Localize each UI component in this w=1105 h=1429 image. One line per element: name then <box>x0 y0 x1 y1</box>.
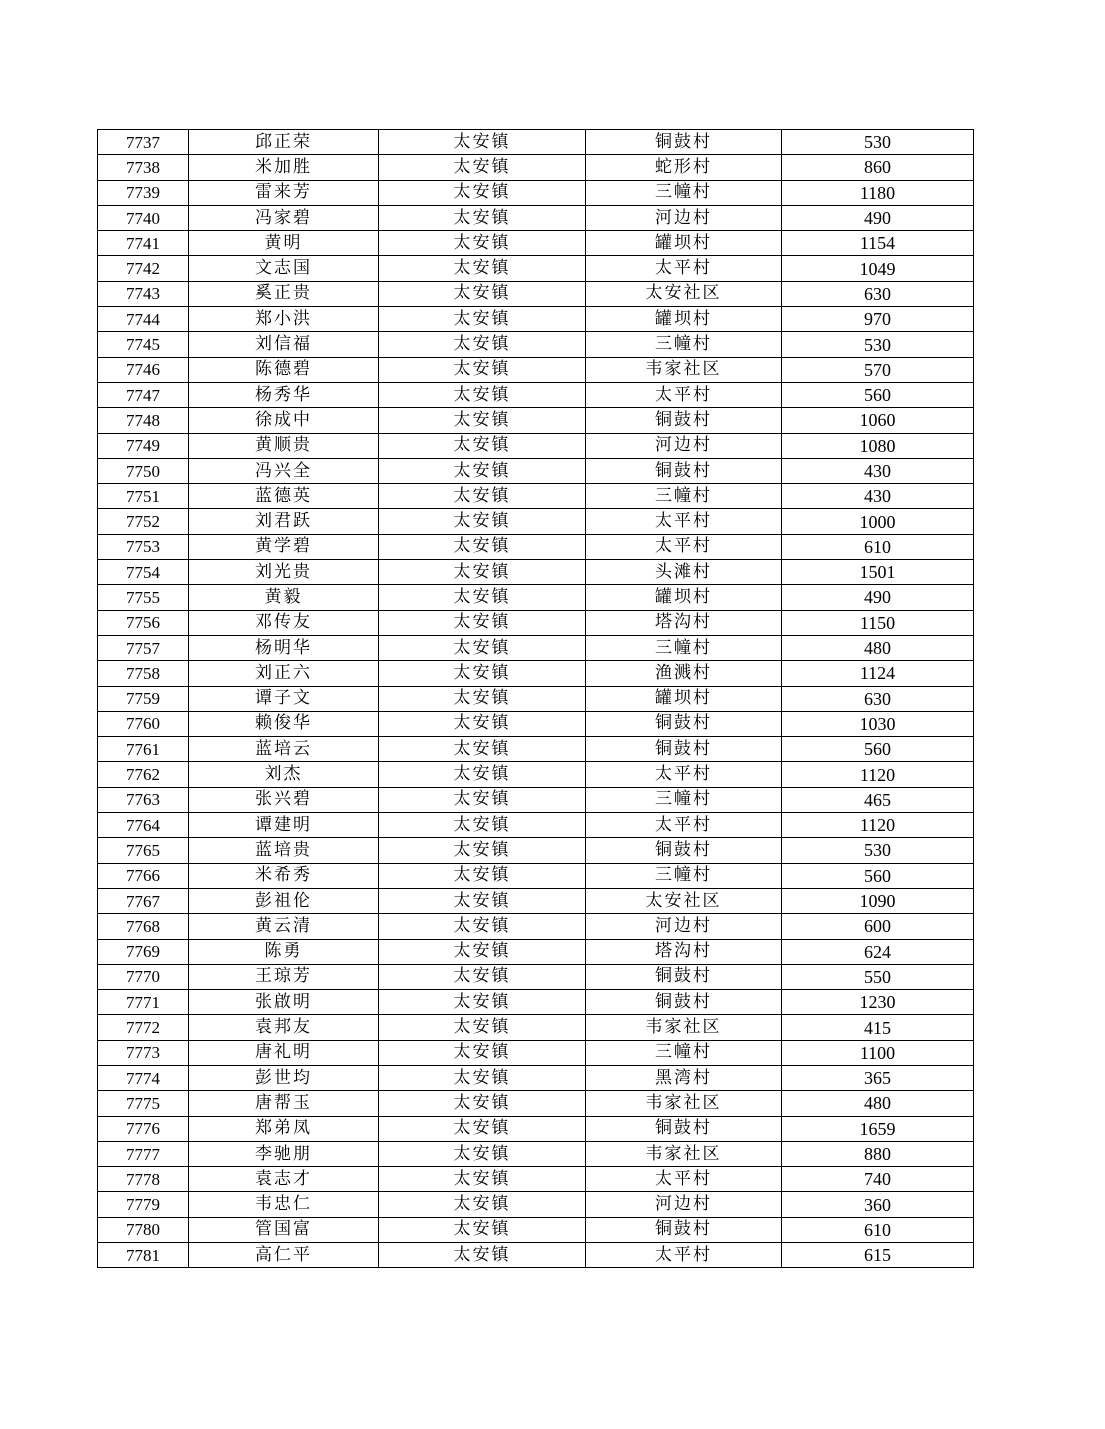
cell-serial-number: 7769 <box>98 939 189 964</box>
cell-town: 太安镇 <box>379 307 586 332</box>
cell-town: 太安镇 <box>379 458 586 483</box>
cell-town: 太安镇 <box>379 1116 586 1141</box>
cell-amount: 360 <box>782 1192 974 1217</box>
cell-name: 黄云清 <box>189 914 379 939</box>
cell-town: 太安镇 <box>379 180 586 205</box>
cell-serial-number: 7766 <box>98 863 189 888</box>
cell-serial-number: 7750 <box>98 458 189 483</box>
cell-town: 太安镇 <box>379 509 586 534</box>
cell-town: 太安镇 <box>379 408 586 433</box>
cell-town: 太安镇 <box>379 939 586 964</box>
cell-name: 陈勇 <box>189 939 379 964</box>
cell-village: 塔沟村 <box>586 939 782 964</box>
cell-serial-number: 7759 <box>98 686 189 711</box>
cell-town: 太安镇 <box>379 635 586 660</box>
cell-amount: 610 <box>782 1217 974 1242</box>
cell-name: 袁邦友 <box>189 1015 379 1040</box>
cell-town: 太安镇 <box>379 231 586 256</box>
table-row <box>98 534 974 559</box>
cell-amount: 570 <box>782 357 974 382</box>
cell-amount: 600 <box>782 914 974 939</box>
cell-serial-number: 7752 <box>98 509 189 534</box>
cell-village: 铜鼓村 <box>586 990 782 1015</box>
cell-name: 奚正贵 <box>189 281 379 306</box>
cell-name: 文志国 <box>189 256 379 281</box>
table-row <box>98 1217 974 1242</box>
cell-name: 唐帮玉 <box>189 1091 379 1116</box>
cell-serial-number: 7743 <box>98 281 189 306</box>
cell-village: 太平村 <box>586 256 782 281</box>
table-row <box>98 939 974 964</box>
cell-name: 王琼芳 <box>189 964 379 989</box>
table-row <box>98 1243 974 1268</box>
cell-amount: 530 <box>782 838 974 863</box>
cell-village: 罐坝村 <box>586 307 782 332</box>
cell-serial-number: 7746 <box>98 357 189 382</box>
cell-serial-number: 7778 <box>98 1167 189 1192</box>
cell-town: 太安镇 <box>379 1141 586 1166</box>
data-table <box>97 129 974 1268</box>
table-row <box>98 737 974 762</box>
cell-amount: 610 <box>782 534 974 559</box>
table-row <box>98 711 974 736</box>
table-row <box>98 686 974 711</box>
table-row <box>98 813 974 838</box>
table-row <box>98 1091 974 1116</box>
cell-village: 韦家社区 <box>586 357 782 382</box>
cell-town: 太安镇 <box>379 382 586 407</box>
cell-village: 铜鼓村 <box>586 838 782 863</box>
cell-name: 袁志才 <box>189 1167 379 1192</box>
cell-amount: 1090 <box>782 888 974 913</box>
table-row <box>98 888 974 913</box>
cell-amount: 490 <box>782 205 974 230</box>
cell-village: 三幢村 <box>586 180 782 205</box>
cell-village: 太平村 <box>586 382 782 407</box>
cell-serial-number: 7740 <box>98 205 189 230</box>
table-row <box>98 205 974 230</box>
cell-town: 太安镇 <box>379 838 586 863</box>
cell-amount: 1180 <box>782 180 974 205</box>
cell-name: 雷来芳 <box>189 180 379 205</box>
cell-amount: 1230 <box>782 990 974 1015</box>
cell-amount: 560 <box>782 737 974 762</box>
cell-town: 太安镇 <box>379 484 586 509</box>
cell-serial-number: 7739 <box>98 180 189 205</box>
cell-amount: 624 <box>782 939 974 964</box>
cell-village: 河边村 <box>586 914 782 939</box>
cell-name: 蓝培贵 <box>189 838 379 863</box>
table-row <box>98 458 974 483</box>
table-row <box>98 661 974 686</box>
cell-amount: 430 <box>782 458 974 483</box>
cell-village: 头滩村 <box>586 560 782 585</box>
cell-amount: 465 <box>782 787 974 812</box>
cell-amount: 1501 <box>782 560 974 585</box>
cell-name: 蓝培云 <box>189 737 379 762</box>
cell-serial-number: 7767 <box>98 888 189 913</box>
cell-village: 三幢村 <box>586 635 782 660</box>
cell-serial-number: 7748 <box>98 408 189 433</box>
cell-town: 太安镇 <box>379 1015 586 1040</box>
cell-amount: 1120 <box>782 813 974 838</box>
table-row <box>98 1141 974 1166</box>
cell-town: 太安镇 <box>379 813 586 838</box>
cell-name: 刘信福 <box>189 332 379 357</box>
cell-town: 太安镇 <box>379 130 586 155</box>
cell-serial-number: 7754 <box>98 560 189 585</box>
cell-serial-number: 7762 <box>98 762 189 787</box>
cell-village: 太平村 <box>586 1167 782 1192</box>
table-row <box>98 307 974 332</box>
cell-amount: 480 <box>782 1091 974 1116</box>
cell-town: 太安镇 <box>379 762 586 787</box>
cell-name: 冯兴全 <box>189 458 379 483</box>
cell-village: 塔沟村 <box>586 610 782 635</box>
cell-town: 太安镇 <box>379 863 586 888</box>
cell-village: 渔溅村 <box>586 661 782 686</box>
table-row <box>98 231 974 256</box>
cell-amount: 1049 <box>782 256 974 281</box>
cell-town: 太安镇 <box>379 686 586 711</box>
cell-name: 韦忠仁 <box>189 1192 379 1217</box>
cell-town: 太安镇 <box>379 357 586 382</box>
cell-village: 铜鼓村 <box>586 711 782 736</box>
cell-name: 郑弟凤 <box>189 1116 379 1141</box>
cell-name: 刘君跃 <box>189 509 379 534</box>
cell-amount: 630 <box>782 686 974 711</box>
cell-serial-number: 7751 <box>98 484 189 509</box>
cell-village: 韦家社区 <box>586 1091 782 1116</box>
cell-serial-number: 7780 <box>98 1217 189 1242</box>
table-row <box>98 332 974 357</box>
table-row <box>98 155 974 180</box>
cell-village: 河边村 <box>586 205 782 230</box>
cell-amount: 365 <box>782 1065 974 1090</box>
cell-village: 蛇形村 <box>586 155 782 180</box>
cell-name: 郑小洪 <box>189 307 379 332</box>
cell-serial-number: 7747 <box>98 382 189 407</box>
cell-town: 太安镇 <box>379 1167 586 1192</box>
cell-town: 太安镇 <box>379 332 586 357</box>
table-row <box>98 635 974 660</box>
cell-serial-number: 7763 <box>98 787 189 812</box>
table-row <box>98 382 974 407</box>
table-row <box>98 560 974 585</box>
cell-town: 太安镇 <box>379 281 586 306</box>
cell-town: 太安镇 <box>379 585 586 610</box>
cell-serial-number: 7776 <box>98 1116 189 1141</box>
cell-serial-number: 7761 <box>98 737 189 762</box>
cell-serial-number: 7742 <box>98 256 189 281</box>
cell-serial-number: 7760 <box>98 711 189 736</box>
cell-village: 太平村 <box>586 534 782 559</box>
table-row <box>98 1040 974 1065</box>
cell-town: 太安镇 <box>379 661 586 686</box>
cell-serial-number: 7777 <box>98 1141 189 1166</box>
cell-town: 太安镇 <box>379 1065 586 1090</box>
cell-name: 冯家碧 <box>189 205 379 230</box>
cell-amount: 530 <box>782 332 974 357</box>
cell-town: 太安镇 <box>379 914 586 939</box>
cell-name: 刘正六 <box>189 661 379 686</box>
cell-village: 罐坝村 <box>586 585 782 610</box>
cell-name: 谭子文 <box>189 686 379 711</box>
cell-amount: 1000 <box>782 509 974 534</box>
cell-name: 徐成中 <box>189 408 379 433</box>
cell-amount: 490 <box>782 585 974 610</box>
cell-serial-number: 7779 <box>98 1192 189 1217</box>
table-row <box>98 838 974 863</box>
cell-serial-number: 7749 <box>98 433 189 458</box>
table-row <box>98 130 974 155</box>
table-body <box>98 130 974 1268</box>
cell-name: 刘光贵 <box>189 560 379 585</box>
cell-village: 铜鼓村 <box>586 1217 782 1242</box>
cell-amount: 1080 <box>782 433 974 458</box>
cell-name: 蓝德英 <box>189 484 379 509</box>
cell-name: 米希秀 <box>189 863 379 888</box>
cell-village: 黑湾村 <box>586 1065 782 1090</box>
cell-name: 杨明华 <box>189 635 379 660</box>
table-row <box>98 1116 974 1141</box>
table-row <box>98 863 974 888</box>
cell-town: 太安镇 <box>379 1243 586 1268</box>
cell-serial-number: 7773 <box>98 1040 189 1065</box>
cell-village: 铜鼓村 <box>586 408 782 433</box>
cell-name: 张兴碧 <box>189 787 379 812</box>
cell-amount: 1120 <box>782 762 974 787</box>
cell-village: 罐坝村 <box>586 231 782 256</box>
cell-name: 黄顺贵 <box>189 433 379 458</box>
cell-amount: 1100 <box>782 1040 974 1065</box>
cell-amount: 1060 <box>782 408 974 433</box>
cell-village: 太平村 <box>586 813 782 838</box>
cell-village: 三幢村 <box>586 863 782 888</box>
cell-village: 三幢村 <box>586 484 782 509</box>
cell-town: 太安镇 <box>379 737 586 762</box>
cell-amount: 1659 <box>782 1116 974 1141</box>
cell-amount: 630 <box>782 281 974 306</box>
cell-serial-number: 7771 <box>98 990 189 1015</box>
cell-village: 河边村 <box>586 1192 782 1217</box>
cell-town: 太安镇 <box>379 964 586 989</box>
table-row <box>98 914 974 939</box>
cell-village: 铜鼓村 <box>586 1116 782 1141</box>
table-row <box>98 509 974 534</box>
cell-amount: 430 <box>782 484 974 509</box>
cell-amount: 415 <box>782 1015 974 1040</box>
cell-serial-number: 7774 <box>98 1065 189 1090</box>
table-row <box>98 990 974 1015</box>
table-row <box>98 408 974 433</box>
cell-name: 黄明 <box>189 231 379 256</box>
cell-village: 三幢村 <box>586 1040 782 1065</box>
table-row <box>98 787 974 812</box>
table-row <box>98 1192 974 1217</box>
table-row <box>98 1167 974 1192</box>
cell-village: 韦家社区 <box>586 1141 782 1166</box>
cell-amount: 480 <box>782 635 974 660</box>
cell-name: 邱正荣 <box>189 130 379 155</box>
cell-town: 太安镇 <box>379 534 586 559</box>
cell-serial-number: 7755 <box>98 585 189 610</box>
cell-name: 陈德碧 <box>189 357 379 382</box>
cell-town: 太安镇 <box>379 256 586 281</box>
cell-serial-number: 7758 <box>98 661 189 686</box>
cell-village: 太安社区 <box>586 888 782 913</box>
cell-town: 太安镇 <box>379 1192 586 1217</box>
cell-town: 太安镇 <box>379 888 586 913</box>
cell-town: 太安镇 <box>379 205 586 230</box>
cell-amount: 740 <box>782 1167 974 1192</box>
table-row <box>98 256 974 281</box>
cell-village: 太平村 <box>586 509 782 534</box>
cell-serial-number: 7764 <box>98 813 189 838</box>
cell-amount: 560 <box>782 863 974 888</box>
cell-name: 张啟明 <box>189 990 379 1015</box>
cell-serial-number: 7745 <box>98 332 189 357</box>
cell-name: 邓传友 <box>189 610 379 635</box>
table-row <box>98 281 974 306</box>
cell-amount: 1150 <box>782 610 974 635</box>
cell-town: 太安镇 <box>379 1091 586 1116</box>
table-row <box>98 180 974 205</box>
table-row <box>98 585 974 610</box>
cell-amount: 1154 <box>782 231 974 256</box>
cell-village: 太安社区 <box>586 281 782 306</box>
cell-village: 铜鼓村 <box>586 964 782 989</box>
cell-serial-number: 7753 <box>98 534 189 559</box>
cell-name: 黄毅 <box>189 585 379 610</box>
cell-name: 谭建明 <box>189 813 379 838</box>
table-row <box>98 357 974 382</box>
cell-serial-number: 7741 <box>98 231 189 256</box>
cell-name: 管国富 <box>189 1217 379 1242</box>
cell-serial-number: 7765 <box>98 838 189 863</box>
cell-town: 太安镇 <box>379 1040 586 1065</box>
table-row <box>98 964 974 989</box>
cell-name: 赖俊华 <box>189 711 379 736</box>
cell-name: 彭祖伦 <box>189 888 379 913</box>
cell-serial-number: 7768 <box>98 914 189 939</box>
table-row <box>98 484 974 509</box>
cell-town: 太安镇 <box>379 610 586 635</box>
cell-serial-number: 7757 <box>98 635 189 660</box>
cell-name: 黄学碧 <box>189 534 379 559</box>
cell-name: 刘杰 <box>189 762 379 787</box>
cell-town: 太安镇 <box>379 155 586 180</box>
data-table-container <box>97 129 973 1268</box>
cell-serial-number: 7738 <box>98 155 189 180</box>
cell-town: 太安镇 <box>379 560 586 585</box>
cell-village: 三幢村 <box>586 787 782 812</box>
cell-village: 铜鼓村 <box>586 737 782 762</box>
cell-amount: 860 <box>782 155 974 180</box>
table-row <box>98 610 974 635</box>
cell-town: 太安镇 <box>379 433 586 458</box>
cell-name: 彭世均 <box>189 1065 379 1090</box>
cell-serial-number: 7772 <box>98 1015 189 1040</box>
cell-town: 太安镇 <box>379 1217 586 1242</box>
cell-town: 太安镇 <box>379 990 586 1015</box>
cell-serial-number: 7781 <box>98 1243 189 1268</box>
cell-serial-number: 7737 <box>98 130 189 155</box>
cell-town: 太安镇 <box>379 711 586 736</box>
table-row <box>98 1015 974 1040</box>
table-row <box>98 762 974 787</box>
cell-amount: 550 <box>782 964 974 989</box>
cell-amount: 1030 <box>782 711 974 736</box>
cell-village: 铜鼓村 <box>586 458 782 483</box>
cell-amount: 530 <box>782 130 974 155</box>
cell-name: 米加胜 <box>189 155 379 180</box>
table-row <box>98 1065 974 1090</box>
cell-amount: 970 <box>782 307 974 332</box>
cell-amount: 615 <box>782 1243 974 1268</box>
cell-village: 太平村 <box>586 1243 782 1268</box>
cell-village: 太平村 <box>586 762 782 787</box>
cell-serial-number: 7770 <box>98 964 189 989</box>
cell-serial-number: 7775 <box>98 1091 189 1116</box>
cell-name: 李驰朋 <box>189 1141 379 1166</box>
cell-name: 杨秀华 <box>189 382 379 407</box>
cell-village: 三幢村 <box>586 332 782 357</box>
cell-amount: 880 <box>782 1141 974 1166</box>
cell-town: 太安镇 <box>379 787 586 812</box>
cell-village: 铜鼓村 <box>586 130 782 155</box>
cell-village: 韦家社区 <box>586 1015 782 1040</box>
cell-amount: 560 <box>782 382 974 407</box>
cell-amount: 1124 <box>782 661 974 686</box>
cell-name: 唐礼明 <box>189 1040 379 1065</box>
cell-village: 河边村 <box>586 433 782 458</box>
cell-serial-number: 7744 <box>98 307 189 332</box>
cell-village: 罐坝村 <box>586 686 782 711</box>
cell-name: 高仁平 <box>189 1243 379 1268</box>
cell-serial-number: 7756 <box>98 610 189 635</box>
table-row <box>98 433 974 458</box>
